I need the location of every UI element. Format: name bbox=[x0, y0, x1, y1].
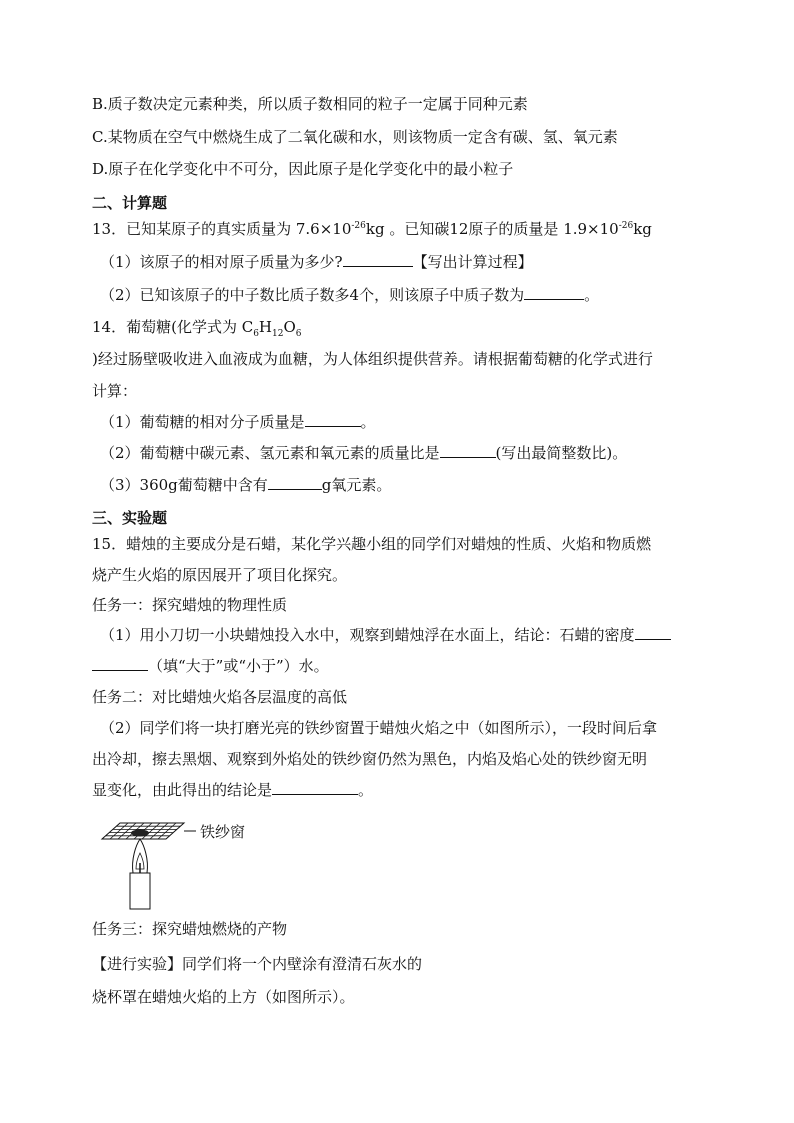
task3-heading: 任务三：探究蜡烛燃烧的产物 bbox=[92, 920, 288, 938]
task2-heading: 任务二：对比蜡烛火焰各层温度的高低 bbox=[92, 688, 348, 706]
q15-stem-line2: 烧产生火焰的原因展开了项目化探究。 bbox=[92, 566, 348, 584]
section-calc-heading: 二、计算题 bbox=[92, 194, 168, 212]
section-exp-heading: 三、实验题 bbox=[92, 509, 168, 527]
answer-blank[interactable] bbox=[272, 780, 358, 795]
q13-part2: （2）已知该原子的中子数比质子数多4个，则该原子中质子数为 。 bbox=[100, 286, 600, 304]
q14-part1: （1）葡萄糖的相对分子质量是 。 bbox=[100, 413, 376, 431]
q15-part1: （1）用小刀切一小块蜡烛投入水中，观察到蜡烛浮在水面上，结论：石蜡的密度 bbox=[100, 624, 671, 646]
q14-stem-line2: )经过肠壁吸收进入血液成为血糖，为人体组织提供营养。请根据葡萄糖的化学式进行 bbox=[92, 350, 653, 368]
option-c: C.某物质在空气中燃烧生成了二氧化碳和水，则该物质一定含有碳、氢、氧元素 bbox=[92, 128, 618, 146]
answer-blank[interactable] bbox=[268, 475, 322, 490]
candle-body bbox=[130, 873, 150, 909]
answer-blank[interactable] bbox=[440, 443, 496, 458]
q15-part1-line2: （填“大于”或“小于”）水。 bbox=[92, 655, 329, 677]
q15-stem-line1: 15．蜡烛的主要成分是石蜡，某化学兴趣小组的同学们对蜡烛的性质、火焰和物质燃 bbox=[92, 535, 652, 553]
q13-part1: （1）该原子的相对原子质量为多少? 【写出计算过程】 bbox=[100, 253, 533, 271]
q14-part3: （3）360g葡萄糖中含有 g氧元素。 bbox=[100, 476, 392, 494]
experiment-line1: 【进行实验】同学们将一个内壁涂有澄清石灰水的 bbox=[92, 955, 423, 973]
task1-heading: 任务一：探究蜡烛的物理性质 bbox=[92, 596, 288, 614]
q14-stem-line3: 计算： bbox=[92, 382, 138, 400]
q13-stem: 13．已知某原子的真实质量为 $7.6\times 10^{-26}kg$ 。已知碳12原子的质量是 $1.9\times 10^{-26}kg$ bbox=[92, 220, 652, 238]
q14-stem: 14．葡萄糖(化学式为 $C_6H_{12}O_6$ bbox=[92, 318, 302, 339]
answer-blank[interactable] bbox=[305, 412, 361, 427]
answer-blank[interactable] bbox=[635, 625, 671, 640]
answer-blank[interactable] bbox=[92, 656, 148, 671]
figure-label-gauze: 铁纱窗 bbox=[200, 823, 246, 841]
option-d: D.原子在化学变化中不可分，因此原子是化学变化中的最小粒子 bbox=[92, 160, 514, 178]
experiment-line2: 烧杯罩在蜡烛火焰的上方（如图所示）。 bbox=[92, 988, 355, 1006]
q15-part2-line2: 出冷却，擦去黑烟、观察到外焰处的铁纱窗仍然为黑色，内焰及焰心处的铁纱窗无明 bbox=[92, 750, 648, 768]
option-b: B.质子数决定元素种类，所以质子数相同的粒子一定属于同种元素 bbox=[92, 95, 528, 113]
answer-blank[interactable] bbox=[343, 252, 413, 267]
q15-part2-line3: 显变化，由此得出的结论是 。 bbox=[92, 781, 374, 799]
iron-gauze bbox=[102, 823, 184, 839]
q14-part2: （2）葡萄糖中碳元素、氢元素和氧元素的质量比是 (写出最简整数比)。 bbox=[100, 444, 628, 462]
q15-part2-line1: （2）同学们将一块打磨光亮的铁纱窗置于蜡烛火焰之中（如图所示），一段时间后拿 bbox=[100, 719, 658, 737]
answer-blank[interactable] bbox=[524, 285, 584, 300]
